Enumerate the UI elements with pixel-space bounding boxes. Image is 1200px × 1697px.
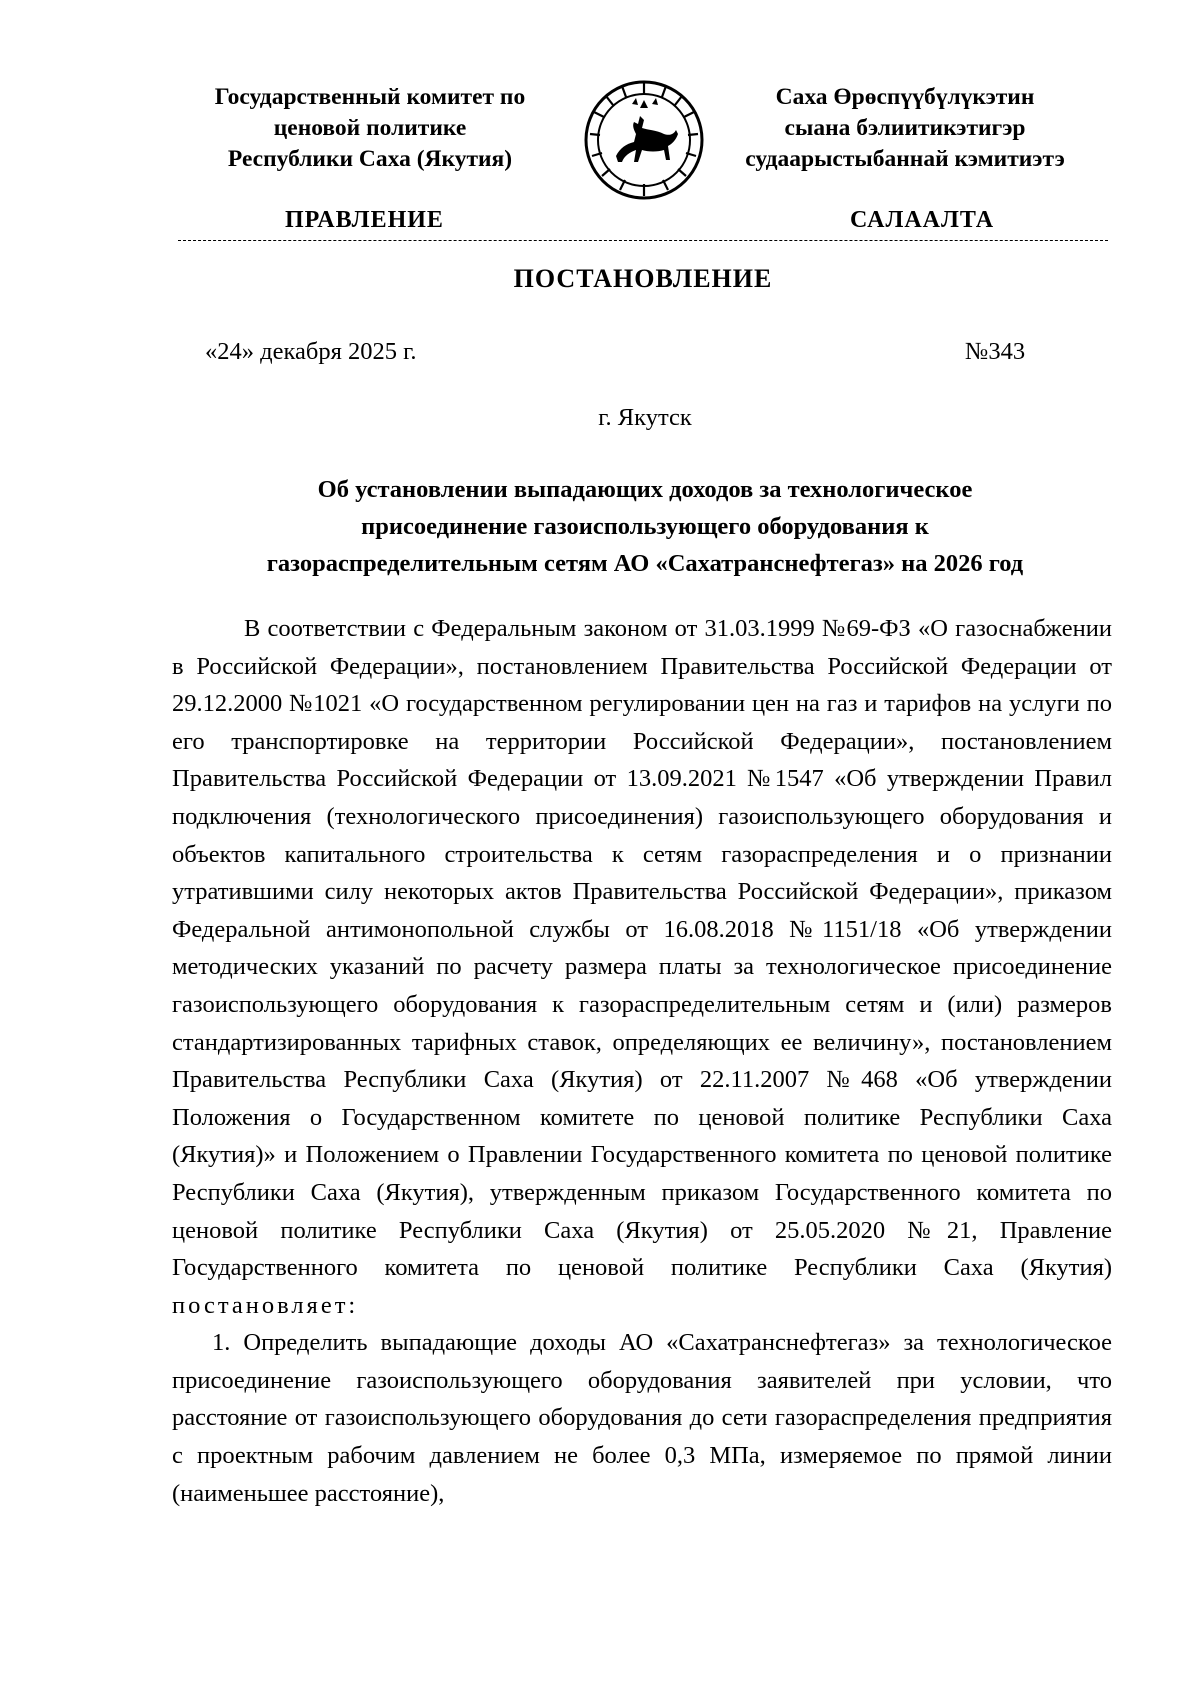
header-divider xyxy=(178,240,1108,241)
document-type-title: ПОСТАНОВЛЕНИЕ xyxy=(513,264,773,293)
document-body xyxy=(172,610,1112,1512)
preamble-paragraph xyxy=(172,610,1112,1324)
decree-word: постановляет: xyxy=(172,1291,359,1319)
document-number: №343 xyxy=(965,338,1026,365)
issuer-name-yakut xyxy=(710,82,1100,175)
preamble-text: В соответствии с Федеральным законом от 31.03.1999 №69-ФЗ «О газоснабжении в Российской Федерации», постановлением Правительства Российской Федерации от 29.12.2000 №1021 «О государственном регулировании цен на газ и тарифов на услуги по его транспортировке на территории Российской Федерации», постановлением Правительства Российской Федерации от 13.09.2021 №1547 «Об утверждении Правил подключения (технологического присоединения) газоиспользующего оборудования и объектов капитального строительства к сетям газораспределения и о признании утратившими силу некоторых актов Правительства Российской Федерации», приказом Федеральной антимонопольной службы от 16.08.2018 №1151/18 «Об утверждении методических указаний по расчету размера платы за технологическое присоединение газоиспользующего оборудования к газораспределительным сетям и (или) размеров стандартизированных тарифных ставок, определяющих ее величину», постановлением Правительства Республики Саха (Якутия) от 22.11.2007 №468 «Об утверждении Положения о Государственном комитете по ценовой политике Республики Саха (Якутия)» и Положением о Правлении Государственного комитета по ценовой политике Республики Саха (Якутия), утвержденным приказом Государственного комитета по ценовой политике Республики Саха (Якутия) от 25.05.2020 №21, Правление Государственного комитета по ценовой политике Республики Саха (Якутия) xyxy=(172,615,1112,1282)
document-city: г. Якутск xyxy=(598,404,692,431)
issuer-line: сыана бэлиитикэтигэр xyxy=(784,115,1026,141)
board-label-yakut: САЛААЛТА xyxy=(850,207,995,233)
issuer-line: Республики Саха (Якутия) xyxy=(227,146,513,172)
issuer-line: судаарыстыбаннай кэмитиэтэ xyxy=(745,146,1065,172)
issuer-name-russian xyxy=(160,82,580,175)
document-date: «24» декабря 2025 г. xyxy=(205,338,417,365)
board-label-russian: ПРАВЛЕНИЕ xyxy=(285,207,444,233)
subject-line: присоединение газоиспользующего оборудования к xyxy=(361,513,929,540)
issuer-line: Государственный комитет по xyxy=(214,84,526,110)
subject-line: газораспределительным сетям АО «Сахатранснефтегаз» на 2026 год xyxy=(266,550,1024,577)
clause-1: 1. Определить выпадающие доходы АО «Сахатранснефтегаз» за технологическое присоединение газоиспользующего оборудования заявителей при условии, что расстояние от газоиспользующего оборудования до сети газораспределения предприятия с проектным рабочим давлением не более 0,3 МПа, измеряемое по прямой линии (наименьшее расстояние), xyxy=(172,1329,1112,1507)
coat-of-arms-yakutia-icon xyxy=(582,78,706,202)
document-subject xyxy=(170,471,1120,582)
issuer-line: ценовой политике xyxy=(273,115,467,141)
issuer-line: Саха Өрөспүүбүлүкэтин xyxy=(775,84,1035,110)
subject-line: Об установлении выпадающих доходов за технологическое xyxy=(317,476,973,503)
